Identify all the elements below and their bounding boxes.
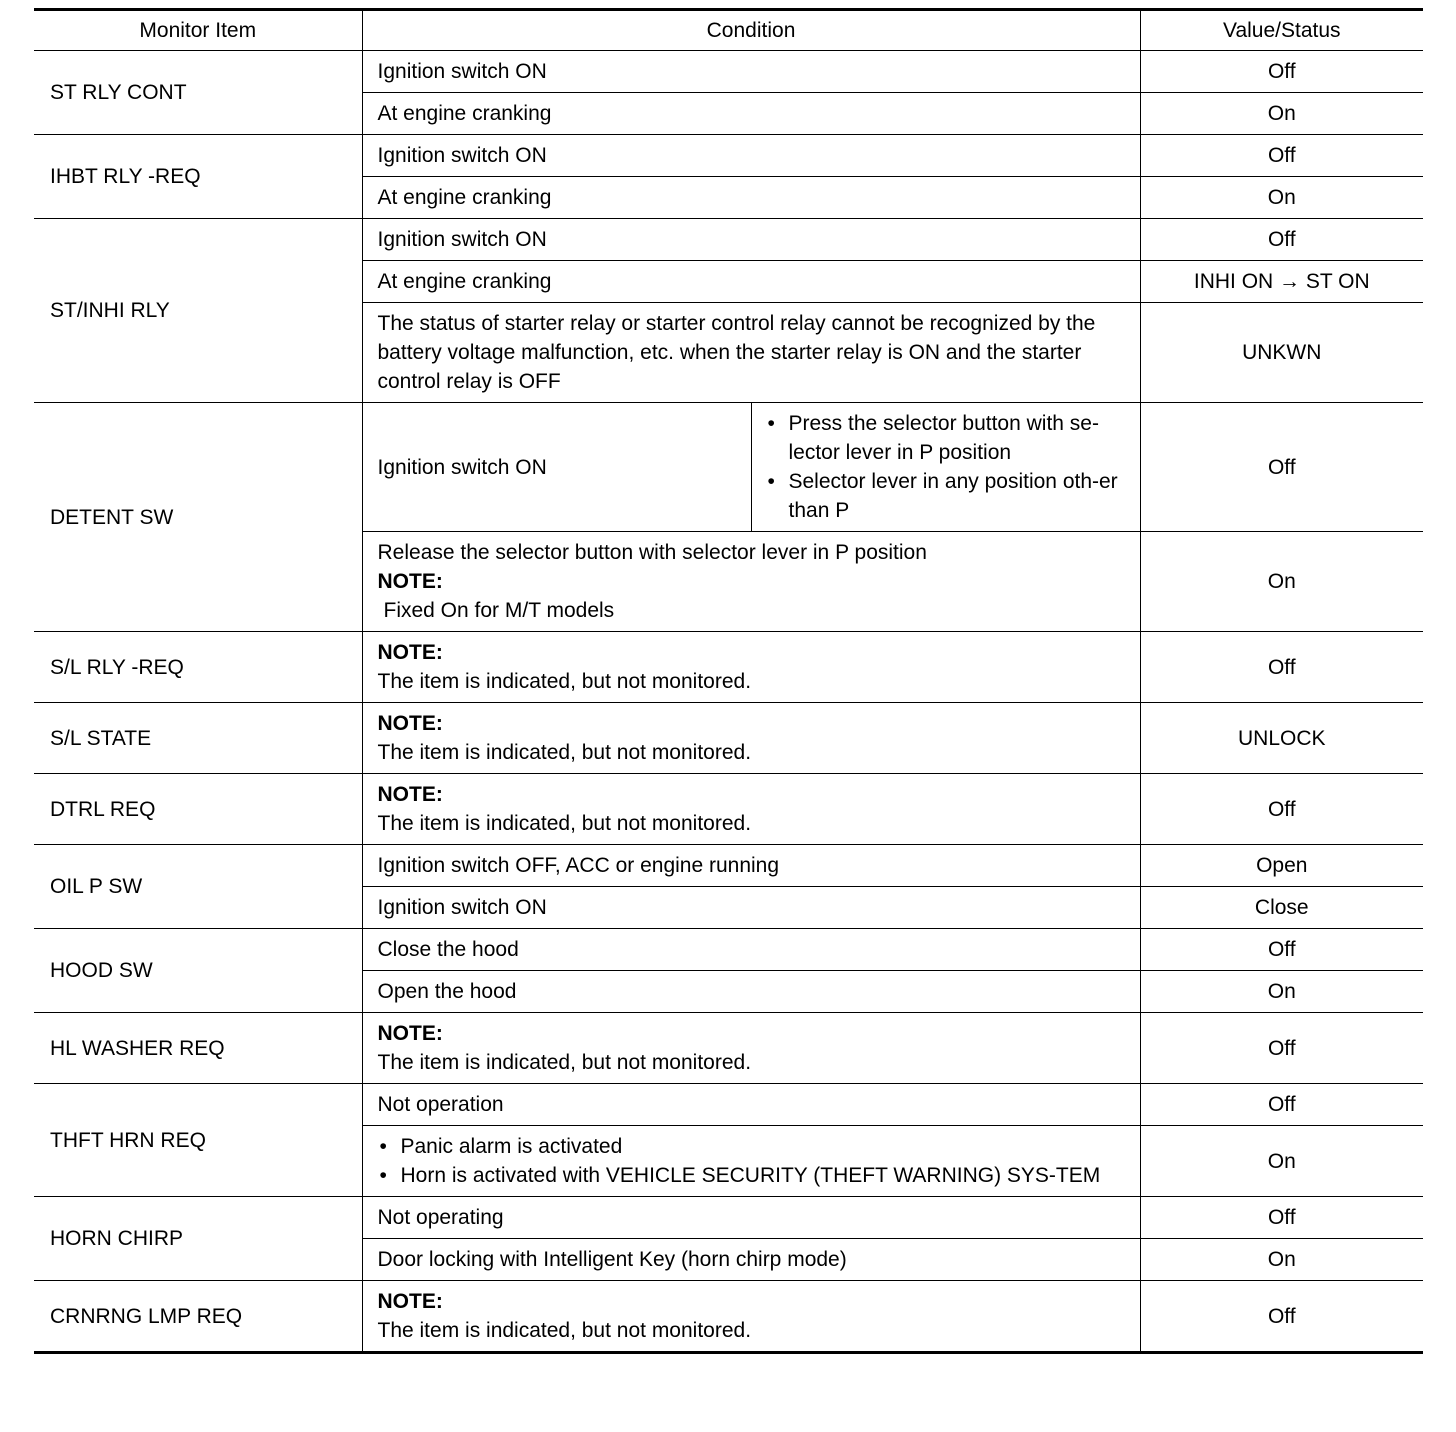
table-row <box>34 403 1423 532</box>
monitor-item-cell: THFT HRN REQ <box>34 1084 362 1197</box>
condition-cell: The status of starter relay or starter control relay cannot be recognized by the battery voltage malfunction, etc. when the starter relay is ON and the starter control relay is OFF <box>362 303 1140 403</box>
list-item: • Selector lever in any position oth-er than P <box>766 467 1132 525</box>
table-row <box>34 135 1423 177</box>
value-cell: On <box>1140 1239 1423 1281</box>
bullet-list <box>378 1132 1132 1190</box>
monitor-item-cell: IHBT RLY -REQ <box>34 135 362 219</box>
condition-cell: Not operation <box>362 1084 1140 1126</box>
table-row <box>34 1281 1423 1353</box>
note-text: The item is indicated, but not monitored. <box>377 741 752 764</box>
table-row <box>34 845 1423 887</box>
monitor-item-cell: DETENT SW <box>34 403 362 632</box>
condition-cell: Not operating <box>362 1197 1140 1239</box>
monitor-item-cell: ST/INHI RLY <box>34 219 362 403</box>
table-row <box>34 1013 1423 1084</box>
monitor-item-cell: S/L STATE <box>34 703 362 774</box>
condition-cell: At engine cranking <box>362 261 1140 303</box>
monitor-item-cell: S/L RLY -REQ <box>34 632 362 703</box>
note-text: The item is indicated, but not monitored. <box>377 1051 752 1074</box>
table-row <box>34 632 1423 703</box>
table-row <box>34 774 1423 845</box>
monitor-item-cell: HORN CHIRP <box>34 1197 362 1281</box>
value-cell: UNLOCK <box>1140 703 1423 774</box>
condition-cell <box>362 1013 1140 1084</box>
note-text: The item is indicated, but not monitored. <box>377 812 752 835</box>
header-monitor-item: Monitor Item <box>34 10 362 51</box>
value-cell: On <box>1140 971 1423 1013</box>
table-row <box>34 1197 1423 1239</box>
sub-condition-cell <box>751 403 1140 532</box>
table-row <box>34 51 1423 93</box>
table-row <box>34 703 1423 774</box>
value-cell: Off <box>1140 51 1423 93</box>
condition-cell: Ignition switch ON <box>362 51 1140 93</box>
value-cell: Off <box>1140 774 1423 845</box>
monitor-item-cell: CRNRNG LMP REQ <box>34 1281 362 1353</box>
monitor-item-cell: HL WASHER REQ <box>34 1013 362 1084</box>
condition-text: Release the selector button with selector lever in P position <box>377 541 927 564</box>
bullet-list <box>766 409 1132 525</box>
value-cell: Off <box>1140 1084 1423 1126</box>
monitor-item-cell: DTRL REQ <box>34 774 362 845</box>
value-cell: Close <box>1140 887 1423 929</box>
note-label: NOTE: <box>377 641 443 664</box>
condition-cell: Close the hood <box>362 929 1140 971</box>
condition-cell: Ignition switch ON <box>362 887 1140 929</box>
value-cell: Off <box>1140 219 1423 261</box>
list-item: • Horn is activated with VEHICLE SECURITY (THEFT WARNING) SYS-TEM <box>378 1161 1132 1190</box>
note-label: NOTE: <box>377 712 443 735</box>
header-value-status: Value/Status <box>1140 10 1423 51</box>
condition-cell <box>362 774 1140 845</box>
table-header-row <box>34 10 1423 51</box>
value-cell: Off <box>1140 1013 1423 1084</box>
value-cell: Off <box>1140 135 1423 177</box>
header-condition: Condition <box>362 10 1140 51</box>
condition-cell <box>362 1126 1140 1197</box>
value-cell: Off <box>1140 1281 1423 1353</box>
condition-cell: Ignition switch ON <box>362 403 751 532</box>
condition-cell <box>362 1281 1140 1353</box>
monitor-item-cell: HOOD SW <box>34 929 362 1013</box>
table-row <box>34 219 1423 261</box>
value-cell: Off <box>1140 1197 1423 1239</box>
monitor-item-table <box>34 8 1423 1354</box>
monitor-item-cell: OIL P SW <box>34 845 362 929</box>
condition-cell <box>362 532 1140 632</box>
condition-cell: At engine cranking <box>362 93 1140 135</box>
condition-cell: At engine cranking <box>362 177 1140 219</box>
note-text: The item is indicated, but not monitored. <box>377 670 752 693</box>
table-row <box>34 929 1423 971</box>
condition-cell: Ignition switch ON <box>362 135 1140 177</box>
value-cell: On <box>1140 177 1423 219</box>
table-row <box>34 1084 1423 1126</box>
value-cell: INHI ON → ST ON <box>1140 261 1423 303</box>
monitor-item-cell: ST RLY CONT <box>34 51 362 135</box>
condition-cell: Ignition switch OFF, ACC or engine running <box>362 845 1140 887</box>
value-cell: On <box>1140 532 1423 632</box>
value-cell: On <box>1140 93 1423 135</box>
value-cell: Off <box>1140 403 1423 532</box>
value-cell: On <box>1140 1126 1423 1197</box>
condition-cell: Ignition switch ON <box>362 219 1140 261</box>
condition-cell <box>362 632 1140 703</box>
value-cell: Off <box>1140 929 1423 971</box>
note-label: NOTE: <box>377 783 443 806</box>
value-cell: UNKWN <box>1140 303 1423 403</box>
condition-cell <box>362 703 1140 774</box>
list-item: • Panic alarm is activated <box>378 1132 1132 1161</box>
condition-cell: Door locking with Intelligent Key (horn chirp mode) <box>362 1239 1140 1281</box>
note-label: NOTE: <box>377 1290 443 1313</box>
note-label: NOTE: <box>377 570 443 593</box>
value-cell: Open <box>1140 845 1423 887</box>
note-text: The item is indicated, but not monitored. <box>377 1319 752 1342</box>
condition-cell: Open the hood <box>362 971 1140 1013</box>
value-cell: Off <box>1140 632 1423 703</box>
note-label: NOTE: <box>377 1022 443 1045</box>
list-item: • Press the selector button with se-lector lever in P position <box>766 409 1132 467</box>
note-text: Fixed On for M/T models <box>383 599 615 622</box>
